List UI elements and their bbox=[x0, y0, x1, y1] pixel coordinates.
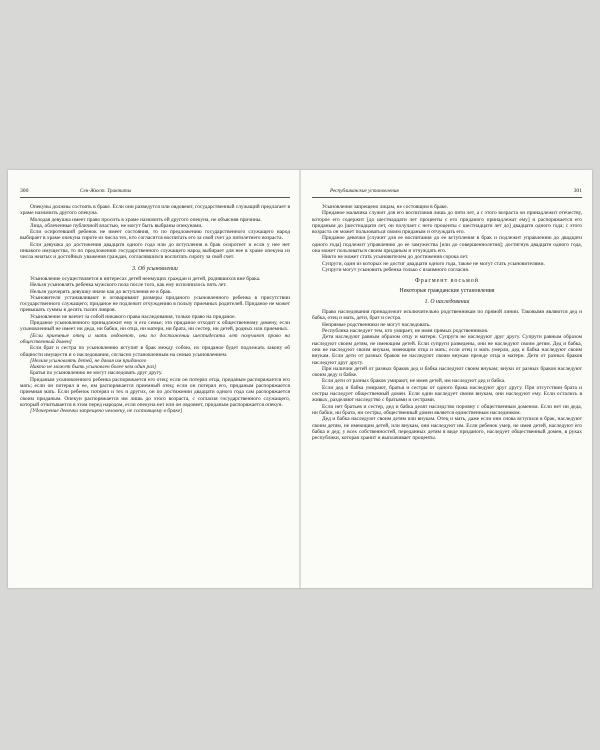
paragraph: Нельзя удочерять девушку иначе как до вступления ее в брак. bbox=[30, 288, 172, 295]
paragraph: Приданое усыновленного принадлежит ему и его семье; это приданое отходит к общественному домену, если усыновленный не имеет ни деда, ни бабки, ни отца, ни матери, ни брата, ни сестер, ни детей, родных или приемных. bbox=[20, 320, 290, 333]
left-page bbox=[20, 170, 290, 588]
paragraph: Право наследования принадлежит исключительно родственникам по прямой линии. Таковыми являются дед и бабка, отец и мать, дети, брат и сестра. bbox=[312, 309, 582, 322]
book-spread bbox=[8, 170, 592, 588]
bracketed-note: Никто не может быть усыновлен более чем один раз] bbox=[30, 364, 157, 371]
paragraph: Супруги могут усыновить ребенка только с взаимного согласия. bbox=[322, 266, 470, 273]
paragraph: Лица, облеченные публичной властью, не могут быть выбраны опекунами. bbox=[30, 222, 203, 229]
paragraph: Приданым усыновленного ребенка распоряжается его отец; если он потерял отца, приданым распоряжается его мать; если он потерял и ее, им распоряжается приемный отец; если он потерял его, приданым распоряжается приемная мать. Если ребенок потерял и тех и других, он по достижении двадцати одного года сам распоряжается своим приданым. Опекун распоряжается им лишь до этого возраста, с согласия государственного служащего, который отчитывается в этом перед народом, если опекуна нет или он овдовеет, приданым распоряжается опекун. bbox=[20, 376, 290, 408]
section-heading: 3. Об усыновлении bbox=[132, 265, 178, 272]
paragraph: Усыновление не влечет за собой никакого права наследования, только право на приданое. bbox=[30, 313, 236, 320]
paragraph: При наличии детей от разных браков дед и бабка наследуют своим внукам; внуки от разных браков наследуют своим деду и бабке. bbox=[312, 365, 582, 379]
paragraph: Если осиротевший ребенок не имеет состояния, то по предложению государственного служащего народ выбирает в храме опекуна сироте из числа тех, кто согласится воспитать его за свой счет до пятилетнего возраста. bbox=[20, 229, 290, 242]
right-body-text bbox=[312, 204, 582, 441]
fragment-title: Некоторые гражданские установления bbox=[399, 287, 495, 294]
running-head-left bbox=[20, 188, 290, 198]
bracketed-note: [Удочерение девочки запрещено человеку, не состоящему в браке] bbox=[30, 408, 183, 415]
paragraph: Если брат и сестра по усыновлению вступят в брак между собою, их приданое будет подлежать закону об общности имуществ и о наследовании, согласно установленным на семью усыновлением. bbox=[20, 345, 290, 358]
page-number-left: 300 bbox=[20, 188, 29, 194]
section-heading: 1. О наследовании bbox=[424, 298, 470, 305]
paragraph: Дед и бабка наследуют своим детям или внукам. Отец и мать, даже если они снова вступили в брак, наследуют своим детям, не имеющим детей, или внукам, они наследуют им. Если ребенок умер, не имея детей, наследуют его бабка и дед; у всех собственностей, переданных детям в виде приданого, наследует общественный домен, в руках республики, которая хранит и выплачивает проценты. bbox=[312, 416, 582, 442]
paragraph: Если дед и бабка умирают, братья и сестры от одного брака наследуют друг другу. При отсутствии брата и сестры наследует общественный домен. Если один наследует своим внукам, они наследуют ему. Если остались в живых, разделяют наследство с братьями и сестрами. bbox=[312, 384, 582, 404]
paragraph: Супруги, один из которых не достиг двадцати одного года, также не могут стать усыновителями. bbox=[322, 260, 545, 267]
running-head-right bbox=[312, 188, 582, 198]
right-page bbox=[312, 170, 582, 588]
paragraph: Усыновление осуществляется в интересах детей неимущих граждан и детей, родившихся вне брака. bbox=[30, 275, 261, 282]
page-number-right: 301 bbox=[573, 188, 582, 194]
paragraph: Молодая девушка имеет право просить в храме назначить ей другого опекуна, не объясняя причины. bbox=[30, 216, 262, 223]
paragraph: Дети наследуют равным образом отцу и матери. Супруги не наследуют друг другу. Супруги равным образом наследуют своим детям, не имеющим детей. Если супруги разведены, они не наследуют своим детям. Дед и бабка, они не наследуют своим внукам, имеющим отца и мать; если отец и мать умерли, дед и бабка наследуют своим внукам. Если дети от разных браков не наследуют своим внукам прежде отца и матери. Дети от разных браков наследуют друг другу. bbox=[312, 334, 582, 366]
running-title-left: Сен-Жюст. Трактаты bbox=[80, 188, 132, 194]
paragraph: Усыновление запрещено лицам, не состоящим в браке. bbox=[322, 204, 449, 210]
paragraph: Усыновители устанавливают и оговаривают размеры приданого усыновленного ребенка в присутствии государственного служащего; приданое не подлежит отчуждению в пользу приемных родителей. Приданое не может превышать суммы в десять тысяч ливров. bbox=[20, 294, 290, 314]
bracketed-note: [Если приемные отец и мать овдовеют, они по достижении шестидесяти лет получают право на общественный домен] bbox=[20, 332, 290, 345]
paragraph: Если девушка до достижения двадцати одного года или до вступления в брак осиротеет и если у нее нет никакого имущества, то по предложению государственного служащего народ выбирает для нее в храме опекуна из числа жнатых и достойных уважения граждан, согласившихся воспитать сироту за свой счет. bbox=[20, 241, 290, 261]
bracketed-note: [Нельзя усыновлять детей, не давая им приданого bbox=[30, 357, 147, 364]
paragraph: Приданое девочки [служит для ее воспитания до ее вступления в брак и подлежит управлению до двадцати одного года] подлежит управлению до ее замужества [или до совершеннолетия]; достигнув двадцати одного года, она может пользоваться своим приданым и отчуждать его. bbox=[312, 235, 582, 255]
left-body-text bbox=[20, 204, 290, 415]
book-gutter bbox=[299, 170, 301, 588]
paragraph: Братья по усыновлению не могут наследовать друг другу. bbox=[30, 370, 163, 377]
paragraph: Непрямые родственники не могут наследовать. bbox=[322, 321, 431, 328]
fragment-heading: Фрагмент восьмой bbox=[415, 278, 479, 285]
paragraph: Приданое мальчика служит для его воспитания лишь до пяти лет, а с этого возраста он принадлежит отечеству, которое его содержит [до шестнадцати лет проценты с его приданого принадлежат ему] и распоряжается его приданым до [шестнадцати лет, он получает с него проценты с шестнадцати лет до] двадцати одного года; с этого возраста он может пользоваться своим приданым и отчуждать его. bbox=[312, 210, 582, 236]
paragraph: Если дети от разных браков умирают, не имея детей, им наследуют дед и бабка. bbox=[322, 378, 506, 385]
paragraph: Республика наследует тем, кто умирает, не имея прямых родственников. bbox=[322, 328, 489, 335]
paragraph: Опекуны должны состоять в браке. Если они разведутся или овдовеют, государственный служащий предлагает в храме назначить другого опекуна. bbox=[20, 204, 290, 217]
running-title-right: Республиканские установления bbox=[330, 188, 399, 194]
paragraph: Нельзя усыновлять ребенка мужского пола после того, как ему исполнилось пять лет. bbox=[30, 282, 227, 289]
paragraph: Если нет братьев и сестер, дед и бабка делят наследство поровну с общественным доменом. Если нет ни деда, ни бабки, ни брата, ни сестры, общественный домен является единственным наследником. bbox=[312, 403, 582, 416]
paragraph: Никто не может стать усыновителем до достижения сорока лет. bbox=[322, 254, 469, 261]
